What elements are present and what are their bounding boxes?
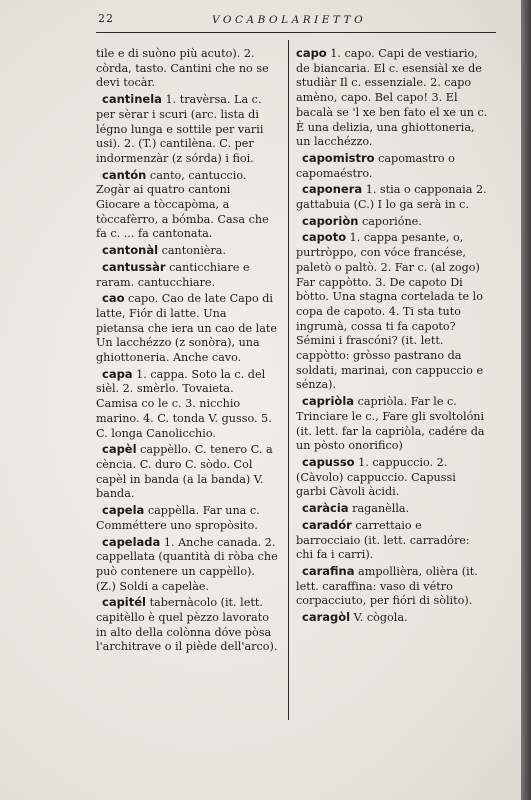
definition: cantonièra. (161, 244, 226, 258)
definition: 1. capo. Capi de vestiario, de biancaria. El c. esensiàl xe de studiàr Il c. essenziale. 2. capo amèno, capo. Bel capo! 3. El bacalà se 'l xe ben fato el xe un c. È una delizia, una ghiottoneria, un lacchézzo. (296, 47, 488, 149)
page-number: 22 (98, 12, 114, 25)
definition: tabernàcolo (it. lett. capitèllo è quel pèzzo lavorato in alto della colònna dóve pòsa l'architrave o il piède dell'arco). (96, 596, 278, 654)
definition: carrettaio e barrocciaio (it. lett. carradóre: chi fa i carri). (296, 518, 470, 562)
headword: cantón (102, 167, 147, 182)
headword: caràcia (302, 501, 349, 516)
right-column (296, 46, 488, 627)
headword: capriòla (302, 394, 355, 409)
definition: 1. Anche canada. 2. cappellata (quantità di ròba che può contenere un cappèllo). (Z.) Soldi a capelàe. (96, 535, 278, 593)
entry (296, 46, 488, 150)
definition: 1. travèrsa. La c. per sèrar i scuri (arc. lista di légno lunga e sottile per varii usi). 2. (T.) cantilèna. C. per indormenzàr (z sórda) i fioi. (96, 93, 264, 165)
entry (296, 518, 488, 563)
headword: cao (102, 291, 125, 306)
entry (96, 243, 278, 259)
definition: capomastro o capomaéstro. (296, 151, 455, 180)
definition: tile e di suòno più acuto). 2. còrda, tasto. Cantini che no se devi tocàr. (96, 47, 269, 90)
entry (296, 230, 488, 393)
entry (96, 367, 278, 442)
definition: 1. cappa pesante, o, purtròppo, con vóce francése, paletò o paltò. 2. Far c. (al zogo) Far cappòtto. 3. De capoto Di bòtto. Una stagna cortelada te lo copa de capoto. 4. Ti sta tuto ingrumà, cossa ti fa capoto? Sémini i frascóni? (it. lett. cappòtto: gròsso pastrano da soldati, marinai, con cappuccio e sénza). (296, 231, 484, 392)
definition: raganèlla. (352, 502, 410, 516)
book-edge-shadow (521, 0, 531, 800)
headword: capoto (302, 230, 347, 245)
entry (96, 535, 278, 595)
definition: cappèllo. C. tenero C. a cència. C. duro C. sòdo. Col capèl in banda (a la banda) V. banda. (96, 443, 273, 501)
definition: ampollièra, olièra (it. lett. caraffina: vaso di vétro corpacciuto, per fióri di sòlito). (296, 564, 478, 608)
page-header (0, 12, 521, 32)
left-column (96, 46, 278, 656)
definition: canticchiare e raram. cantucchiare. (96, 260, 250, 289)
definition: canto, cantuccio. Zogàr ai quatro cantoni Giocare a tòccapòma, a tòccafèrro, a bómba. Casa che fa c. ... fa cantonata. (96, 168, 269, 241)
entry (96, 291, 278, 366)
headword: caporiòn (302, 213, 359, 228)
headword: capomistro (302, 150, 375, 165)
entry (96, 92, 278, 167)
headword: cantussàr (102, 259, 166, 274)
headword: caradór (302, 517, 352, 532)
definition: 1. stia o capponaia 2. gattabuia (C.) I lo ga serà in c. (296, 183, 487, 212)
headword: capusso (302, 454, 355, 469)
entry (296, 501, 488, 517)
entry (96, 503, 278, 533)
entry (296, 564, 488, 609)
definition: capriòla. Far le c. Trinciare le c., Fare gli svoltolóni (it. lett. far la capriòla, cadére da un pòsto onorifico) (296, 395, 485, 453)
entry (96, 595, 278, 655)
headword: cantonàl (102, 243, 159, 258)
entry (296, 455, 488, 500)
headword: capèl (102, 442, 137, 457)
entry (296, 394, 488, 454)
entry (96, 46, 278, 91)
entry (96, 260, 278, 290)
headword: capelada (102, 534, 161, 549)
entry (296, 610, 488, 626)
entry (296, 214, 488, 230)
headword: carafina (302, 563, 355, 578)
definition: caporióne. (361, 214, 422, 228)
definition: cappèlla. Far una c. Comméttere uno spropòsito. (96, 504, 260, 532)
definition: 1. cappa. Soto la c. del sièl. 2. smèrlo. Tovaieta. Camisa co le c. 3. nicchio marino. 4. C. tonda V. gusso. 5. C. longa Canolicchio. (96, 367, 272, 440)
headword: capitél (102, 595, 146, 610)
entry (96, 442, 278, 502)
headword: capa (102, 366, 133, 381)
header-rule (96, 32, 496, 33)
definition: capo. Cao de late Capo di latte, Fiór di latte. Una pietansa che iera un cao de late Un lacchézzo (z sonòra), una ghiottoneria. Anche cavo. (96, 292, 278, 365)
entry (296, 151, 488, 181)
headword: caponera (302, 182, 363, 197)
definition: V. cògola. (353, 611, 408, 625)
headword: capo (296, 46, 327, 60)
column-divider (288, 40, 289, 720)
headword: caragòl (302, 610, 351, 625)
entry (96, 168, 278, 243)
entry (296, 182, 488, 212)
headword: capela (102, 503, 145, 518)
running-title: VOCABOLARIETTO (212, 14, 367, 26)
headword: cantinela (102, 92, 162, 107)
definition: 1. cappuccio. 2. (Càvolo) cappuccio. Capussi garbi Càvoli àcidi. (296, 455, 456, 499)
